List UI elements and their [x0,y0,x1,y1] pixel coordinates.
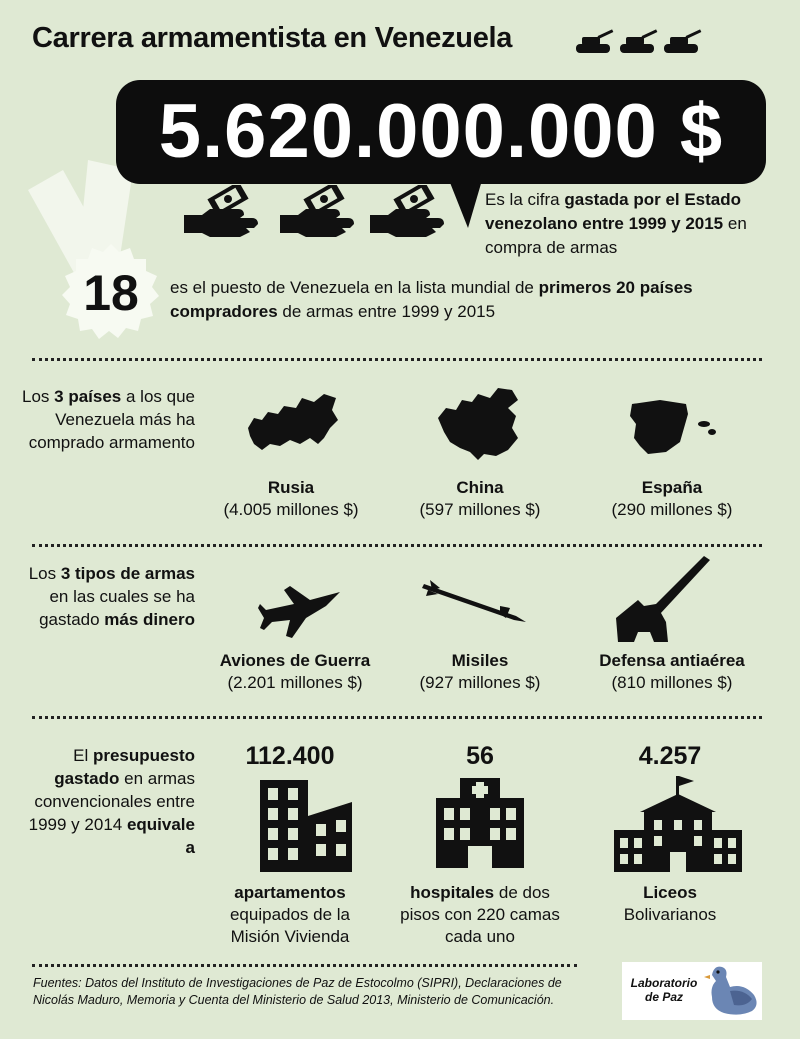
logo-text: Laboratorio de Paz [630,976,698,1004]
country-amount: (597 millones $) [419,500,541,519]
dotted-divider [32,544,762,547]
apartments-number: 112.400 [245,742,335,770]
tank-icon [664,29,701,53]
equivalents-label: El presupuesto gastado en armas convencionales entre 1999 y 2014 equivale a [28,746,195,857]
apartments-description: apartamentos equipados de la Misión Vivienda [229,883,351,946]
weapon-amount: (927 millones $) [419,673,541,692]
weapon-item [576,650,768,694]
dotted-divider [32,716,762,719]
total-spending-amount: 5.620.000.000 $ [158,89,724,174]
country-item [390,477,570,521]
country-name: China [456,478,504,497]
schools-number: 4.257 [638,742,702,770]
dotted-divider [32,358,762,361]
hospitals-number: 56 [466,742,494,770]
spain-map-icon [624,394,720,460]
hand-money-icon [276,185,356,245]
country-name: Rusia [267,478,315,497]
rank-number: 18 [83,265,139,321]
china-map-icon [432,384,528,464]
tank-icon [576,29,613,53]
country-amount: (290 millones $) [611,500,733,519]
weapon-item [197,650,393,694]
apartment-building-icon [258,776,354,872]
missile-icon [420,578,530,628]
weapon-name: Defensa antiaérea [599,651,745,670]
country-item [201,477,381,521]
weapon-amount: (810 millones $) [611,673,733,692]
hospital-icon [434,776,526,868]
tank-icon [620,29,657,53]
spending-description: Es la cifra gastada por el Estado venezolano entre 1999 y 2015 en compra de armas [485,190,747,257]
weapons-label: Los 3 tipos de armas en las cuales se ha gastado más dinero [28,564,195,629]
country-amount: (4.005 millones $) [223,500,359,519]
weapon-name: Aviones de Guerra [219,651,371,670]
country-name: España [641,478,703,497]
country-item [582,477,762,521]
school-building-icon [612,774,744,872]
pigeon-icon [700,963,760,1019]
hospitals-description: hospitales de dos pisos con 220 camas cada uno [400,883,560,946]
money-hands [180,185,430,245]
dotted-divider [32,964,577,967]
weapon-name: Misiles [451,651,509,670]
hand-money-icon [366,185,446,245]
hand-money-icon [180,185,260,245]
tank-icons [572,26,702,56]
sources-text: Fuentes: Datos del Instituto de Investigaciones de Paz de Estocolmo (SIPRI), Declaraciones de Nicolás Maduro, Memoria y Cuenta del Ministerio de Salud 2013, Ministerio de Comunicación. [33,976,562,1007]
page-title: Carrera armamentista en Venezuela [32,22,513,54]
anti-aircraft-icon [610,552,714,644]
weapon-item [390,650,570,694]
russia-map-icon [244,388,340,458]
weapon-amount: (2.201 millones $) [227,673,363,692]
schools-description: Liceos Bolivarianos [623,883,717,924]
ranking-description: es el puesto de Venezuela en la lista mundial de primeros 20 países compradores de armas entre 1999 y 2015 [170,278,693,321]
countries-label: Los 3 países a los que Venezuela más ha comprado armamento [22,387,195,452]
fighter-jet-icon [256,580,342,640]
